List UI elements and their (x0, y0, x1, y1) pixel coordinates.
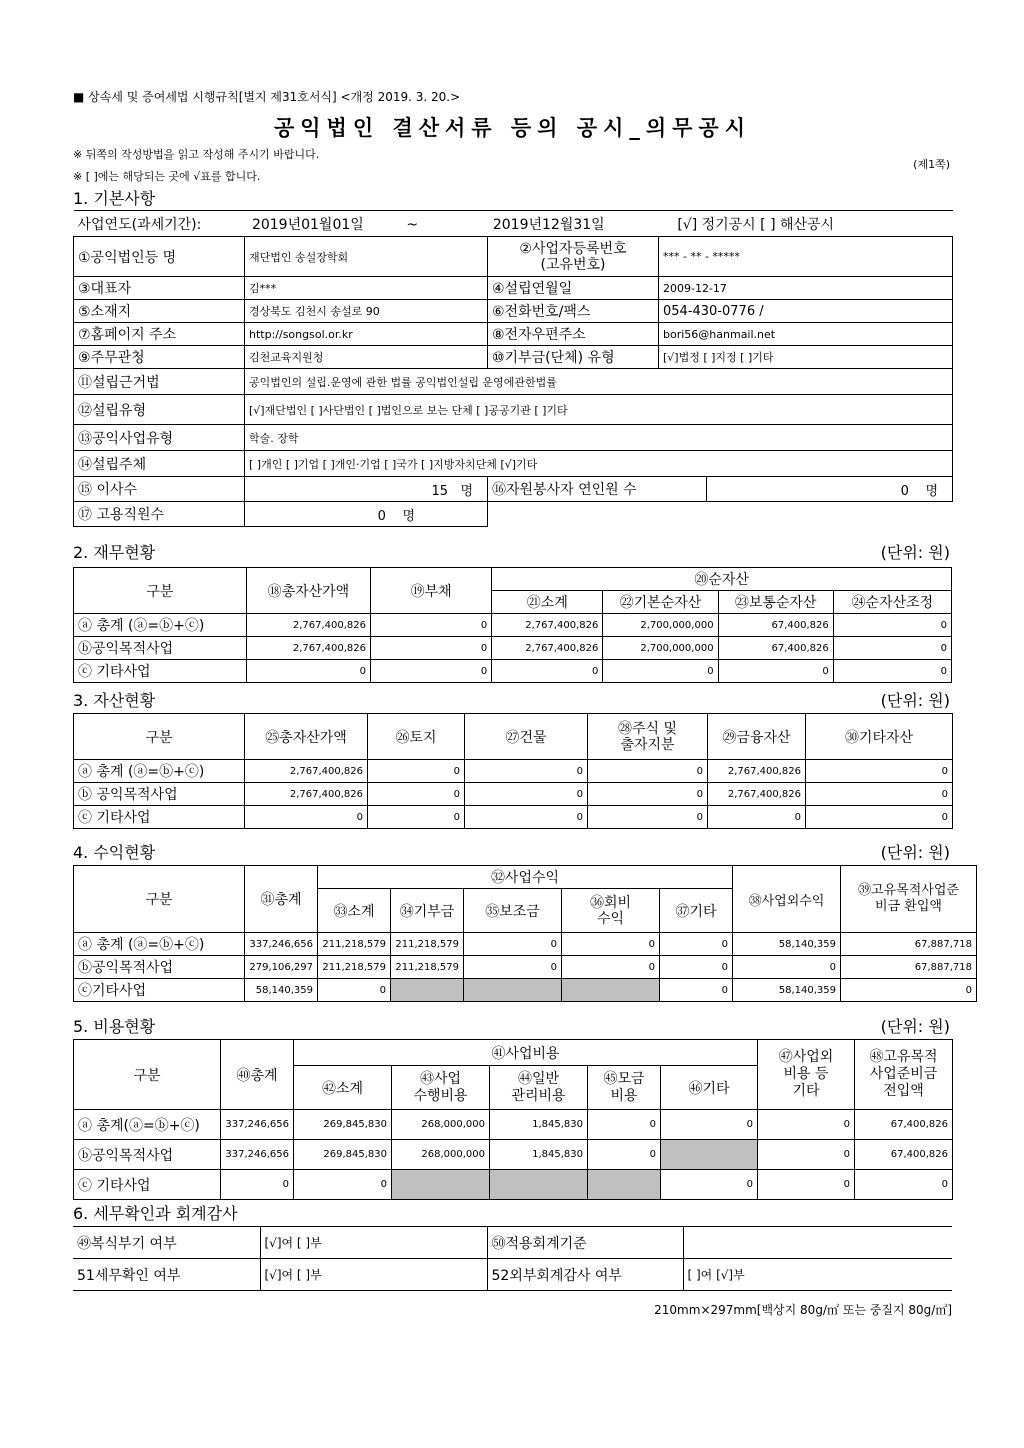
empty-cell (488, 502, 953, 527)
accounting-std-value (683, 1227, 952, 1259)
col-category: 구분 (74, 1040, 221, 1110)
shaded-cell (490, 1170, 588, 1200)
col-basic-net: ㉒기본순자산 (603, 591, 718, 614)
section-assets-heading: 3. 자산현황 (단위: 원) (73, 691, 950, 710)
col-category: 구분 (74, 714, 245, 760)
shaded-cell (562, 979, 660, 1002)
fiscal-end: 2019년12월31일 (492, 216, 605, 233)
tax-confirm-value: [√]여 [ ]부 (260, 1259, 487, 1291)
col-subsidies: ㉟보조금 (464, 889, 562, 933)
note-checkmark: ※ [ ]에는 해당되는 곳에 √표를 합니다. (73, 170, 261, 183)
col-total-assets: ㉕총자산가액 (245, 714, 368, 760)
donation-type-label: ⑩기부금(단체) 유형 (488, 346, 659, 369)
phone-label: ⑥전화번호/팩스 (488, 300, 659, 323)
authority-value: 김천교육지원청 (245, 346, 488, 369)
col-land: ㉖토지 (368, 714, 465, 760)
table-row: ⓒ기타사업 58,140,359 0 0 58,140,359 0 (74, 979, 977, 1002)
col-liabilities: ⑲부채 (371, 568, 492, 614)
col-stocks: ㉘주식 및 출자지분 (588, 714, 708, 760)
page-title: 공익법인 결산서류 등의 공시_의무공시 (273, 116, 751, 140)
volunteers-value: 0 명 (707, 477, 953, 502)
bookkeeping-value: [√]여 [ ]부 (260, 1227, 487, 1259)
reg-number-label: ②사업자등록번호 (고유번호) (488, 237, 659, 277)
col-category: 구분 (74, 568, 247, 614)
col-subtotal: ㉑소계 (492, 591, 603, 614)
col-net-adjust: ㉔순자산조정 (833, 591, 951, 614)
volunteers-label: ⑯자원봉사자 연인원 수 (488, 477, 707, 502)
col-ordinary-net: ㉓보통순자산 (718, 591, 833, 614)
table-row: ⓑ공익목적사업 279,106,297 211,218,579 211,218,579 0 0 0 0 67,887,718 (74, 956, 977, 979)
est-type-value: [√]재단법인 [ ]사단법인 [ ]법인으로 보는 단체 [ ]공공기관 [ ]기타 (245, 395, 953, 425)
directors-value: 15 명 (245, 477, 488, 502)
assets-table (73, 713, 953, 829)
established-label: ④설립연월일 (488, 277, 659, 300)
col-total: ㊵총계 (221, 1040, 294, 1110)
page-number: (제1쪽) (913, 158, 950, 171)
authority-label: ⑨주무관청 (74, 346, 245, 369)
revenue-table (73, 865, 977, 1002)
col-building: ㉗건물 (465, 714, 588, 760)
reg-number-value: *** - ** - ***** (659, 237, 953, 277)
donation-type-value: [√]법정 [ ]지정 [ ]기타 (659, 346, 953, 369)
col-donations: ㉞기부금 (391, 889, 464, 933)
finance-table (73, 567, 952, 683)
fiscal-start: 2019년01월01일 (251, 216, 364, 233)
col-other: ㊻기타 (661, 1066, 758, 1110)
shaded-cell (392, 1170, 490, 1200)
section-revenue-heading: 4. 수익현황 (단위: 원) (73, 843, 950, 862)
founder-value: [ ]개인 [ ]기업 [ ]개인·기업 [ ]국가 [ ]지방자치단체 [√]기타 (245, 451, 953, 477)
col-reserve-transfer: ㊽고유목적 사업준비금 전입액 (855, 1040, 953, 1110)
expense-table (73, 1039, 953, 1200)
audit-table (73, 1226, 952, 1291)
col-net-assets: ⑳순자산 (492, 568, 952, 591)
section-expense-heading: 5. 비용현황 (단위: 원) (73, 1017, 950, 1036)
external-audit-value: [ ]여 [√]부 (683, 1259, 952, 1291)
established-value: 2009-12-17 (659, 277, 953, 300)
col-subtotal: ㊷소계 (294, 1066, 392, 1110)
table-row: ⓒ 기타사업 0 0 0 0 0 0 (74, 660, 952, 683)
paper-spec-footer: 210mm×297mm[백상지 80g/㎡ 또는 중질지 80g/㎡] (654, 1303, 952, 1317)
representative-label: ③대표자 (74, 277, 245, 300)
fiscal-year-row (74, 211, 953, 237)
col-admin: ㊹일반 관리비용 (490, 1066, 588, 1110)
representative-value: 김*** (245, 277, 488, 300)
col-total-assets: ⑱총자산가액 (246, 568, 370, 614)
section-finance-heading: 2. 재무현황 (단위: 원) (73, 543, 950, 562)
table-row: ⓑ공익목적사업 337,246,656 269,845,830 268,000,000 1,845,830 0 0 67,400,826 (74, 1140, 953, 1170)
note-instructions: ※ 뒤쪽의 작성방법을 읽고 작성해 주시기 바랍니다. (73, 148, 320, 161)
col-other: ㊲기타 (660, 889, 733, 933)
col-execution: ㊸사업 수행비용 (392, 1066, 490, 1110)
table-row: ⓐ 총계 (ⓐ=ⓑ+ⓒ) 2,767,400,826 0 0 0 2,767,400,826 0 (74, 760, 953, 783)
org-name-label: ①공익법인등 명 (74, 237, 245, 277)
col-total: ㉛총계 (245, 866, 318, 933)
basis-law-value: 공익법인의 설립.운영에 관한 법률 공익법인설립 운영에관한법률 (245, 369, 953, 395)
col-other-assets: ㉚기타자산 (806, 714, 953, 760)
employees-value: 0 명 (245, 502, 488, 527)
biz-type-value: 학술. 장학 (245, 425, 953, 451)
table-row: ⓑ 공익목적사업 2,767,400,826 0 0 0 2,767,400,826 0 (74, 783, 953, 806)
form-rule-reference: ■ 상속세 및 증여세법 시행규칙[별지 제31호서식] <개정 2019. 3. 20.> (73, 90, 461, 104)
external-audit-label: 52외부회계감사 여부 (487, 1259, 683, 1291)
col-category: 구분 (74, 866, 245, 933)
shaded-cell (464, 979, 562, 1002)
table-row: ⓒ 기타사업 0 0 0 0 0 (74, 1170, 953, 1200)
shaded-cell (588, 1170, 661, 1200)
table-row: ⓑ공익목적사업 2,767,400,826 0 2,767,400,826 2,700,000,000 67,400,826 0 (74, 637, 952, 660)
address-label: ⑤소재지 (74, 300, 245, 323)
col-financial: ㉙금융자산 (708, 714, 806, 760)
employees-label: ⑰ 고용직원수 (74, 502, 245, 527)
basic-info-table (73, 210, 953, 527)
col-business-revenue: ㉜사업수익 (318, 866, 733, 889)
est-type-label: ⑫설립유형 (74, 395, 245, 425)
fiscal-tilde: ~ (406, 216, 419, 233)
biz-type-label: ⑬공익사업유형 (74, 425, 245, 451)
bookkeeping-label: ㊾복식부기 여부 (73, 1227, 260, 1259)
table-row: ⓐ 총계 (ⓐ=ⓑ+ⓒ) 337,246,656 211,218,579 211,218,579 0 0 0 58,140,359 67,887,718 (74, 933, 977, 956)
col-reserve-return: ㊴고유목적사업준 비금 환입액 (841, 866, 977, 933)
org-name-value: 재단법인 송설장학회 (245, 237, 488, 277)
table-row: ⓐ 총계 (ⓐ=ⓑ+ⓒ) 2,767,400,826 0 2,767,400,826 2,700,000,000 67,400,826 0 (74, 614, 952, 637)
founder-label: ⑭설립주체 (74, 451, 245, 477)
table-row: ⓐ 총계(ⓐ=ⓑ+ⓒ) 337,246,656 269,845,830 268,000,000 1,845,830 0 0 0 67,400,826 (74, 1110, 953, 1140)
section-basic-info-heading: 1. 기본사항 (73, 189, 156, 208)
fiscal-label: 사업연도(과세기간): (77, 216, 202, 233)
disclosure-type: [√] 정기공시 [ ] 해산공시 (677, 216, 835, 233)
phone-value: 054-430-0776 / (659, 300, 953, 323)
homepage-label: ⑦홈페이지 주소 (74, 323, 245, 346)
col-business-expense: ㊶사업비용 (294, 1040, 758, 1066)
table-row: ⓒ 기타사업 0 0 0 0 0 0 (74, 806, 953, 829)
directors-label: ⑮ 이사수 (74, 477, 245, 502)
basis-law-label: ⑪설립근거법 (74, 369, 245, 395)
col-non-business: ㊳사업외수익 (733, 866, 841, 933)
col-fundraising: ㊺모금 비용 (588, 1066, 661, 1110)
shaded-cell (391, 979, 464, 1002)
tax-confirm-label: 51세무확인 여부 (73, 1259, 260, 1291)
col-subtotal: ㉝소계 (318, 889, 391, 933)
address-value: 경상북도 김천시 송설로 90 (245, 300, 488, 323)
homepage-value: http://songsol.or.kr (245, 323, 488, 346)
email-label: ⑧전자우편주소 (488, 323, 659, 346)
col-non-business-expense: ㊼사업외 비용 등 기타 (758, 1040, 855, 1110)
accounting-std-label: ㊿적용회계기준 (487, 1227, 683, 1259)
col-membership: ㊱회비 수익 (562, 889, 660, 933)
shaded-cell (661, 1140, 758, 1170)
email-value: bori56@hanmail.net (659, 323, 953, 346)
section-audit-heading: 6. 세무확인과 회계감사 (73, 1204, 238, 1223)
